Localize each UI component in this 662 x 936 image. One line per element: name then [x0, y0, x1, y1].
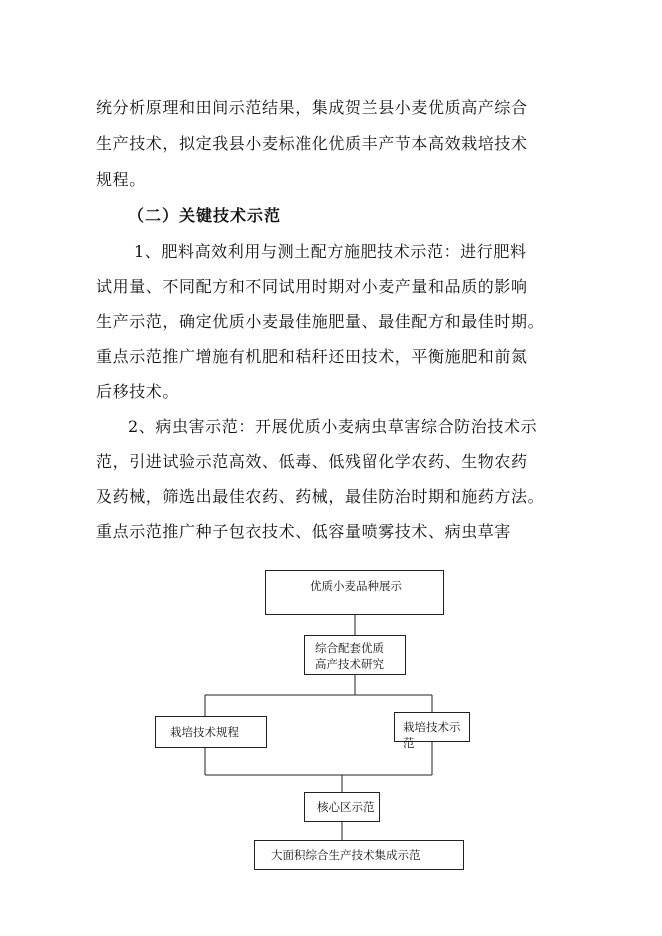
paragraph-line: 后移技术。 — [96, 382, 180, 401]
paragraph-line: 规程。 — [96, 170, 146, 189]
flow-box-label: 核心区示范 — [317, 800, 375, 814]
paragraph-line: 2、病虫害示范：开展优质小麦病虫草害综合防治技术示 — [128, 417, 538, 436]
section-heading: （二）关键技术示范 — [128, 206, 282, 225]
flow-box-label: 栽培技术规程 — [170, 725, 239, 739]
paragraph-line: 重点示范推广增施有机肥和秸秆还田技术，平衡施肥和前氮 — [96, 347, 528, 366]
flow-box-label: 高产技术研究 — [315, 657, 384, 671]
flow-box-regulation — [155, 716, 267, 748]
flow-box-label: 栽培技术示范 — [403, 720, 461, 750]
flow-box-variety-display — [265, 570, 444, 615]
paragraph-line: 1、肥料高效利用与测土配方施肥技术示范：进行肥料 — [134, 242, 527, 261]
flow-box-label: 优质小麦品种展示 — [310, 579, 402, 593]
paragraph-line: 重点示范推广种子包衣技术、低容量喷雾技术、病虫草害 — [96, 522, 512, 541]
paragraph-line: 生产示范，确定优质小麦最佳施肥量、最佳配方和最佳时期。 — [96, 312, 545, 331]
paragraph-line: 试用量、不同配方和不同试用时期对小麦产量和品质的影响 — [96, 277, 528, 296]
flow-box-label: 综合配套优质 — [315, 641, 384, 655]
flow-box-research — [304, 635, 406, 675]
paragraph-line: 生产技术，拟定我县小麦标准化优质丰产节本高效栽培技术 — [96, 134, 528, 153]
flow-box-demonstration — [394, 712, 470, 750]
paragraph-line: 范，引进试验示范高效、低毒、低残留化学农药、生物农药 — [96, 452, 528, 471]
paragraph-line: 统分析原理和田间示范结果，集成贺兰县小麦优质高产综合 — [96, 98, 528, 117]
flow-box-large-area — [254, 840, 464, 870]
flow-box-core-area — [304, 792, 380, 822]
paragraph-line: 及药械，筛选出最佳农药、药械，最佳防治时期和施药方法。 — [96, 487, 545, 506]
flow-box-label: 大面积综合生产技术集成示范 — [271, 848, 421, 862]
